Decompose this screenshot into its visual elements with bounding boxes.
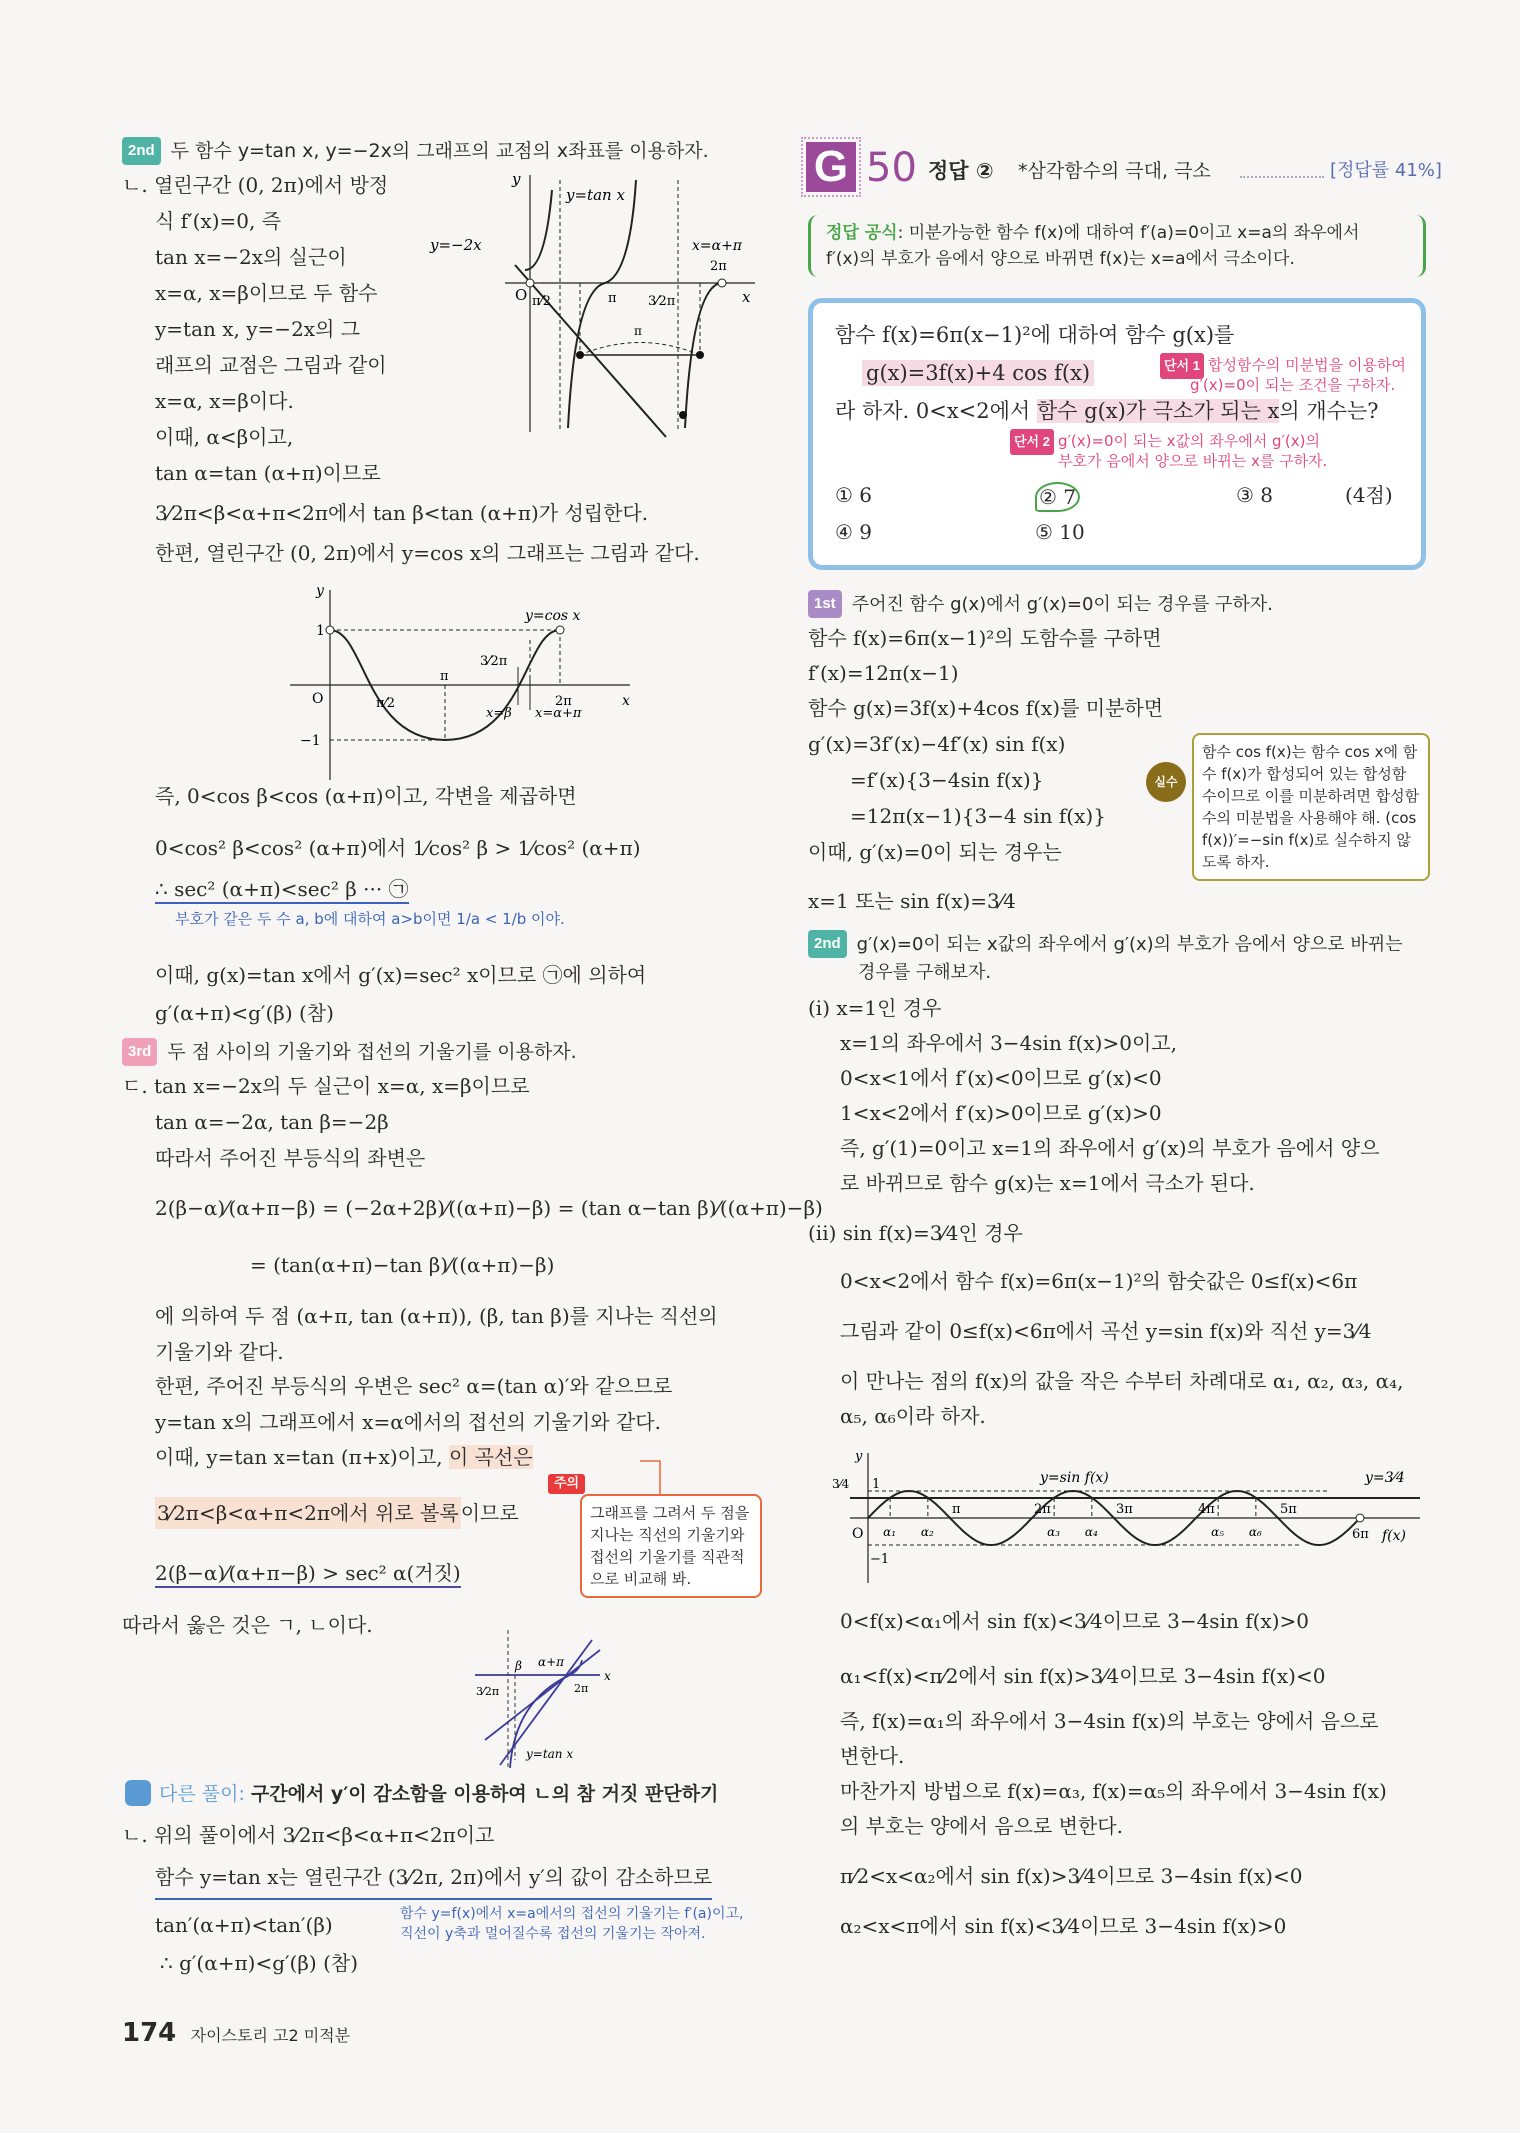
highlight: 이 곡선은	[449, 1445, 533, 1469]
shift-label: x=α+π	[692, 238, 743, 254]
text-line: 함수 f(x)=6π(x−1)²의 도함수를 구하면	[808, 626, 1162, 650]
text-line: 한편, 주어진 부등식의 우변은 sec² α=(tan α)′와 같으므로	[155, 1374, 673, 1398]
text-line: (i) x=1인 경우	[808, 996, 942, 1020]
alt-solution-icon	[125, 1780, 151, 1806]
text-line: x=1의 좌우에서 3−4sin f(x)>0이고,	[840, 1031, 1177, 1055]
text-line: tan α=tan (α+π)이므로	[155, 461, 381, 485]
axis-label-x: x	[604, 1669, 611, 1683]
text-line: 즉, g′(1)=0이고 x=1의 좌우에서 g′(x)의 부호가 음에서 양으	[840, 1136, 1380, 1160]
step1-heading: 1st 주어진 함수 g(x)에서 g′(x)=0이 되는 경우를 구하자.	[808, 590, 1273, 618]
step-badge: 2nd	[808, 930, 847, 958]
text-line: 이때, g(x)=tan x에서 g′(x)=sec² x이므로 ㉠에 의하여	[155, 963, 647, 987]
alpha-label: α₅	[1211, 1525, 1225, 1539]
correct-rate: [정답률 41%]	[1330, 160, 1442, 181]
answer-label: 정답 ②	[928, 159, 994, 183]
problem-letter: G	[806, 142, 856, 192]
text-line: 이때, g′(x)=0이 되는 경우는	[808, 840, 1062, 864]
text-line: 3⁄2π<β<α+π<2π에서 위로 볼록 이므로	[155, 1500, 519, 1526]
caution-tag: 주의	[548, 1474, 585, 1494]
choice-2-selected[interactable]: ② 7	[1035, 482, 1080, 512]
alpha-label: α₄	[1084, 1525, 1098, 1539]
text-line: 이때, α<β이고,	[155, 425, 294, 449]
step2-heading: 2nd g′(x)=0이 되는 x값의 좌우에서 g′(x)의 부호가 음에서 양으로 바뀌는	[808, 930, 1403, 958]
problem-line: 함수 f(x)=6π(x−1)²에 대하여 함수 g(x)를	[835, 323, 1235, 347]
tick-label: 2π	[574, 1682, 589, 1695]
text-line: 에 의하여 두 점 (α+π, tan (α+π)), (β, tan β)를 지나는 직선의	[155, 1304, 718, 1328]
text-line: tan′(α+π)<tan′(β)	[155, 1913, 333, 1937]
tick-label: 2π	[710, 259, 727, 274]
hint-2-line2: 부호가 음에서 양으로 바뀌는 x를 구하자.	[1058, 452, 1328, 470]
text-line: α₂<x<π에서 sin f(x)<3⁄4이므로 3−4sin f(x)>0	[840, 1914, 1287, 1938]
line-label: y=−2x	[430, 236, 482, 254]
beta-label: β	[515, 1659, 522, 1673]
page-footer	[122, 2020, 350, 2049]
text-line: f′(x)=12π(x−1)	[808, 661, 959, 685]
axis-label-y: y	[316, 585, 324, 599]
alpha-label: α₃	[1047, 1525, 1061, 1539]
text-line: y=tan x의 그래프에서 x=α에서의 접선의 기울기와 같다.	[155, 1410, 661, 1434]
tick-label: −1	[300, 733, 321, 749]
axis-label-y: y	[512, 170, 521, 188]
choice-5[interactable]: ⑤ 10	[1035, 520, 1085, 544]
text-line: ㄷ. tan x=−2x의 두 실근이 x=α, x=β이므로	[122, 1074, 530, 1098]
alt-solution-heading: 다른 풀이: 구간에서 y′이 감소함을 이용하여 ㄴ의 참 거짓 판단하기	[125, 1780, 718, 1807]
text-line: tan x=−2x의 실근이	[155, 245, 347, 269]
hint-1: 단서 1 합성함수의 미분법을 이용하여	[1160, 350, 1406, 379]
text-line: =12π(x−1){3−4 sin f(x)}	[850, 804, 1106, 828]
text-line: 2(β−α)⁄(α+π−β) = (−2α+2β)⁄((α+π)−β) = (tan α−tan β)⁄((α+π)−β)	[155, 1196, 823, 1220]
curve-label: y=tan x	[526, 1747, 574, 1761]
hint-2: 단서 2 g′(x)=0이 되는 x값의 좌우에서 g′(x)의	[1010, 426, 1320, 455]
tan-graph	[420, 170, 760, 450]
line-label: y=3⁄4	[1365, 1470, 1405, 1486]
alpha-pi-label: α+π	[538, 1655, 565, 1669]
text-line: 함수 y=tan x는 열린구간 (3⁄2π, 2π)에서 y′의 값이 감소하므로	[155, 1864, 712, 1900]
tick-label: π	[440, 669, 449, 684]
text-line: =f′(x){3−4sin f(x)}	[850, 768, 1044, 792]
step-badge: 2nd	[122, 137, 161, 165]
text-line: 따라서 옳은 것은 ㄱ, ㄴ이다.	[122, 1613, 373, 1637]
cos-graph	[280, 585, 640, 785]
tick-label: π	[952, 1502, 961, 1517]
curve-label: y=tan x	[566, 186, 625, 204]
highlight: 3⁄2π<β<α+π<2π에서 위로 볼록	[155, 1497, 461, 1529]
beta-label: x=β	[486, 706, 512, 721]
tick-label: 5π	[1280, 1502, 1297, 1517]
tick-label: π⁄2	[376, 696, 395, 711]
text-line: (ii) sin f(x)=3⁄4인 경우	[808, 1221, 1023, 1245]
text-line: 0<x<2에서 함수 f(x)=6π(x−1)²의 함숫값은 0≤f(x)<6π	[840, 1269, 1358, 1293]
tick-label: 1	[872, 1477, 881, 1492]
text-line: 이때, y=tan x=tan (π+x)이고, 이 곡선은	[155, 1445, 533, 1469]
text-line: 즉, 0<cos β<cos (α+π)이고, 각변을 제곱하면	[155, 784, 577, 808]
tick-label: 3π	[1116, 1502, 1133, 1517]
step2-heading-line2: 경우를 구해보자.	[858, 962, 992, 983]
tick-label: π⁄2	[532, 294, 551, 309]
alpha-label: α₂	[920, 1525, 934, 1539]
axis-label-x: x	[622, 693, 630, 709]
tick-label: 3⁄2π	[480, 654, 508, 669]
mistake-badge: 실수	[1146, 762, 1186, 802]
formula-line: 정답 공식: 미분가능한 함수 f(x)에 대하여 f′(a)=0이고 x=a의 좌우에서	[826, 223, 1360, 243]
text-line: 의 부호는 양에서 음으로 변한다.	[840, 1814, 1123, 1838]
tick-label: 3⁄4	[832, 1477, 850, 1491]
book-title: 자이스토리 고2 미적분	[190, 2026, 351, 2045]
step-badge: 3rd	[122, 1038, 157, 1066]
text-line: 로 바뀌므로 함수 g(x)는 x=1에서 극소가 된다.	[840, 1171, 1255, 1195]
tick-label: 4π	[1198, 1502, 1215, 1517]
text-line: x=1 또는 sin f(x)=3⁄4	[808, 889, 1016, 913]
step2-heading: 2nd 두 함수 y=tan x, y=−2x의 그래프의 교점의 x좌표를 이용하자.	[122, 137, 709, 165]
text-line: 따라서 주어진 부등식의 좌변은	[155, 1146, 426, 1170]
tick-label: π	[608, 291, 617, 306]
text-line: 2(β−α)⁄(α+π−β) > sec² α(거짓)	[155, 1560, 461, 1588]
step3-heading: 3rd 두 점 사이의 기울기와 접선의 기울기를 이용하자.	[122, 1038, 577, 1066]
text-line: ∴ sec² (α+π)<sec² β ··· ㉠	[155, 876, 409, 904]
text-line: 즉, f(x)=α₁의 좌우에서 3−4sin f(x)의 부호는 양에서 음으로	[840, 1709, 1379, 1733]
text-line: 식 f′(x)=0, 즉	[155, 209, 282, 233]
side-note: 부호가 같은 두 수 a, b에 대하여 a>b이면 1/a < 1/b 이야.	[175, 910, 565, 928]
alpha-pi-label: x=α+π	[535, 706, 582, 721]
problem-line: 라 하자. 0<x<2에서 함수 g(x)가 극소가 되는 x의 개수는?	[835, 399, 1379, 423]
sin-graph	[830, 1448, 1430, 1588]
axis-label-x: x	[742, 288, 751, 306]
callout-connector	[640, 1456, 670, 1496]
text-line: 한편, 열린구간 (0, 2π)에서 y=cos x의 그래프는 그림과 같다.	[155, 541, 700, 565]
hint-1-line2: g′(x)=0이 되는 조건을 구하자.	[1190, 376, 1396, 394]
axis-label-x: f(x)	[1382, 1528, 1407, 1544]
text-line: y=tan x, y=−2x의 그	[155, 317, 361, 341]
gap-label: π	[634, 324, 642, 338]
page-number: 174	[122, 2018, 177, 2048]
origin-label: O	[515, 286, 528, 304]
choice-4[interactable]: ④ 9	[835, 520, 873, 544]
origin-label: O	[852, 1526, 864, 1542]
alpha-label: α₁	[883, 1525, 897, 1539]
tangent-graph	[470, 1630, 620, 1770]
text-line: 변한다.	[840, 1744, 905, 1768]
text-line: 1<x<2에서 f′(x)>0이므로 g′(x)>0	[840, 1101, 1162, 1125]
text-line: 이 만나는 점의 f(x)의 값을 작은 수부터 차례대로 α₁, α₂, α₃, α₄,	[840, 1369, 1404, 1393]
text-line: α₁<f(x)<π⁄2에서 sin f(x)>3⁄4이므로 3−4sin f(x)<0	[840, 1664, 1326, 1688]
text-line: ㄴ. 위의 풀이에서 3⁄2π<β<α+π<2π이고	[122, 1823, 495, 1847]
origin-label: O	[312, 691, 324, 707]
curve-label: y=sin f(x)	[1040, 1470, 1109, 1486]
text-line: g′(α+π)<g′(β) (참)	[155, 1001, 334, 1025]
text-line: 마찬가지 방법으로 f(x)=α₃, f(x)=α₅의 좌우에서 3−4sin f(x)	[840, 1779, 1387, 1803]
tick-label: 2π	[1034, 1502, 1051, 1517]
text-line: tan α=−2α, tan β=−2β	[155, 1110, 389, 1134]
formula-line: f′(x)의 부호가 음에서 양으로 바뀌면 f(x)는 x=a에서 극소이다.	[826, 249, 1295, 269]
side-note: 함수 y=f(x)에서 x=a에서의 접선의 기울기는 f′(a)이고, 직선이 y축과 멀어질수록 접선의 기울기는 작아져.	[400, 1906, 744, 1942]
curve-label: y=cos x	[525, 608, 581, 624]
text-line: = (tan(α+π)−tan β)⁄((α+π)−β)	[250, 1253, 555, 1277]
leader-dots	[1240, 176, 1324, 178]
points: (4점)	[1345, 483, 1393, 507]
axis-label-y: y	[855, 1449, 863, 1464]
alpha-label: α₆	[1248, 1525, 1262, 1539]
tick-label: 2π	[555, 694, 572, 709]
text-line: 0<cos² β<cos² (α+π)에서 1⁄cos² β > 1⁄cos² (α+π)	[155, 836, 641, 860]
choice-1[interactable]: ① 6	[835, 483, 873, 507]
text-line: 0<x<1에서 f′(x)<0이므로 g′(x)<0	[840, 1066, 1162, 1090]
topic-label: *삼각함수의 극대, 극소	[1018, 160, 1211, 182]
tick-label: 3⁄2π	[648, 294, 676, 309]
tick-label: 3⁄2π	[476, 1685, 500, 1698]
choice-3[interactable]: ③ 8	[1236, 483, 1274, 507]
text-line: ∴ g′(α+π)<g′(β) (참)	[160, 1951, 358, 1975]
text-line: 래프의 교점은 그림과 같이	[155, 353, 387, 377]
text-line: 0<f(x)<α₁에서 sin f(x)<3⁄4이므로 3−4sin f(x)>0	[840, 1609, 1309, 1633]
problem-formula: g(x)=3f(x)+4 cos f(x)	[862, 360, 1094, 386]
problem-number: 50	[866, 145, 917, 191]
text-line: ㄴ. 열린구간 (0, 2π)에서 방정	[122, 173, 389, 197]
text-line: x=α, x=β이다.	[155, 389, 294, 413]
text-line: 기울기와 같다.	[155, 1340, 284, 1364]
text-line: α₅, α₆이라 하자.	[840, 1404, 986, 1428]
text-line: 3⁄2π<β<α+π<2π에서 tan β<tan (α+π)가 성립한다.	[155, 501, 649, 525]
caution-box: 그래프를 그려서 두 점을 지나는 직선의 기울기와 접선의 기울기를 직관적으로 비교해 봐.	[580, 1494, 762, 1598]
text-line: 그림과 같이 0≤f(x)<6π에서 곡선 y=sin f(x)와 직선 y=3⁄4	[840, 1319, 1372, 1343]
text-line: g′(x)=3f′(x)−4f′(x) sin f(x)	[808, 732, 1066, 756]
tick-label: 1	[316, 623, 325, 639]
mistake-callout: 함수 cos f(x)는 함수 cos x에 함수 f(x)가 합성되어 있는 합성함수이므로 이를 미분하려면 합성함수의 미분법을 사용해야 해. (cos f(x))′=−sin f(x)로 실수하지 않도록 하자.	[1192, 733, 1430, 881]
tick-label: 6π	[1352, 1527, 1369, 1542]
tick-label: −1	[870, 1552, 890, 1567]
text-line: π⁄2<x<α₂에서 sin f(x)>3⁄4이므로 3−4sin f(x)<0	[840, 1864, 1303, 1888]
text-line: 함수 g(x)=3f(x)+4cos f(x)를 미분하면	[808, 696, 1164, 720]
text-line: x=α, x=β이므로 두 함수	[155, 281, 378, 305]
step-badge: 1st	[808, 590, 842, 618]
